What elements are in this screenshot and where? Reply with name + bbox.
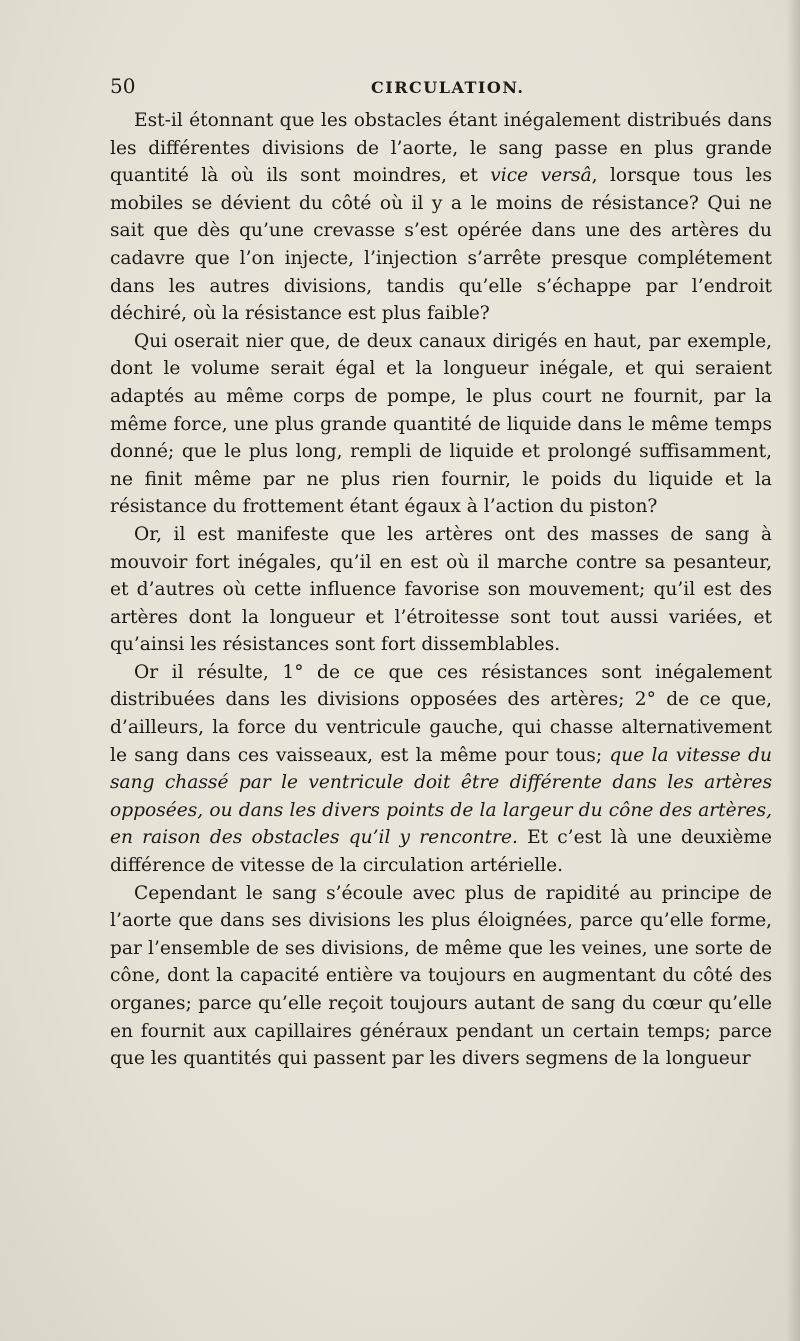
text-run: Cependant le sang s’écoule avec plus de rapidité au principe de l’aorte que dans ses divisions les plus éloignées, parce qu’elle forme, par l’ensemble de ses divisions, de même que les veines, une sorte de cône, dont la capacité entière va toujours en augmentant du côté des organes; parce qu’elle reçoit toujours autant de sang du cœur qu’elle en fournit aux capillaires généraux pendant un certain temps; parce que les quantités qui passent par les divers segmens de la longueur bbox=[110, 882, 772, 1070]
running-title: CIRCULATION. bbox=[371, 78, 525, 97]
text-run: , lorsque tous les mobiles se dévient du côté où il y a le moins de résistance? Qui ne sait que dès qu’une crevasse s’est opérée dans une des artères du cadavre que l’on injecte, l’injection s’arrête presque complétement dans les autres divisions, tandis qu’elle s’échappe par l’endroit déchiré, où la résistance est plus faible? bbox=[110, 165, 772, 325]
text-run: Or, il est manifeste que les artères ont des masses de sang à mouvoir fort inégales, qu’il en est où il marche contre sa pesanteur, et d’autres où cette influence favorise son mouvement; qu’il est des artères dont la longueur et l’étroitesse sont tout aussi variées, et qu’ainsi les résistances sont fort dissemblables. bbox=[110, 523, 772, 656]
italic-run: que la vitesse du sang chassé par le ventricule doit être différente dans les artères opposées, ou dans les divers points de la largeur du cône des artères, en raison des obstacles qu’il y rencontre. bbox=[110, 744, 772, 849]
page-header bbox=[108, 74, 768, 104]
paragraph bbox=[110, 521, 772, 659]
paragraph bbox=[110, 328, 772, 521]
paragraph bbox=[110, 659, 772, 880]
text-run: Or il résulte, 1° de ce que ces résistances sont inégalement distribuées dans les divisions opposées des artères; 2° de ce que, d’ailleurs, la force du ventricule gauche, qui chasse alternativement le sang dans ces vaisseaux, est la même pour tous; bbox=[110, 661, 772, 766]
text-run: Est-il étonnant que les obstacles étant inégalement distribués dans les différentes divisions de l’aorte, le sang passe en plus grande quantité là où ils sont moindres, et bbox=[110, 110, 772, 187]
page-edge-shadow bbox=[786, 0, 800, 1341]
body-text bbox=[110, 107, 772, 1073]
paragraph bbox=[110, 880, 772, 1073]
italic-run: vice versâ bbox=[490, 165, 592, 187]
text-run: Et c’est là une deuxième différence de vitesse de la circulation artérielle. bbox=[110, 827, 772, 877]
text-run: Qui oserait nier que, de deux canaux dirigés en haut, par exemple, dont le volume serait égal et la longueur inégale, et qui seraient adaptés au même corps de pompe, le plus court ne fournit, par la même force, une plus grande quantité de liquide dans le même temps donné; que le plus long, rempli de liquide et prolongé suffisamment, ne finit même par ne plus rien fournir, le poids du liquide et la résistance du frottement étant égaux à l’action du piston? bbox=[110, 330, 772, 518]
page-number: 50 bbox=[110, 74, 136, 98]
paragraph bbox=[110, 107, 772, 328]
